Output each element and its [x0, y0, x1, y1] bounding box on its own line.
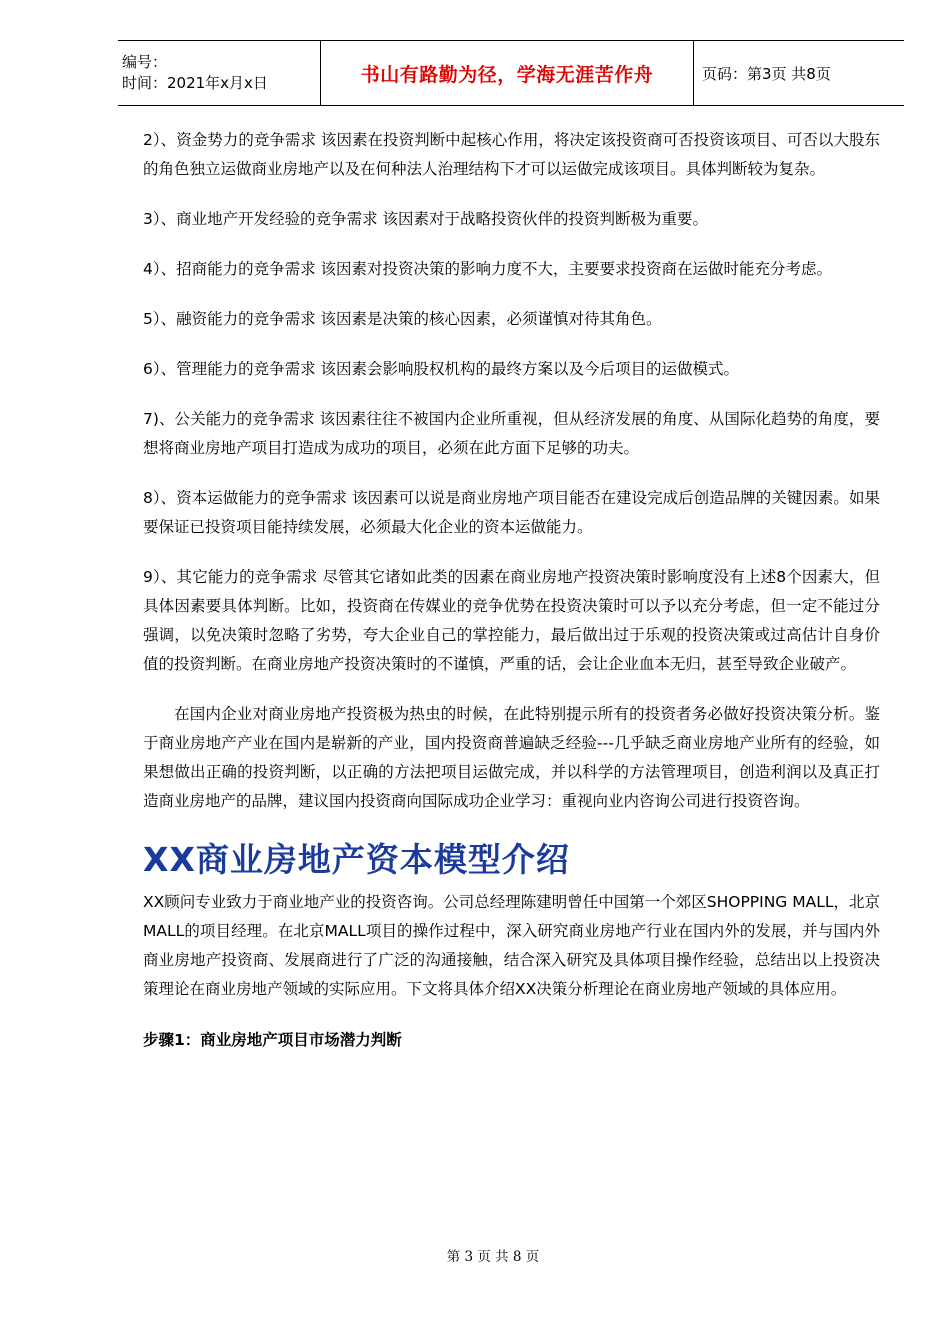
summary-paragraph: 在国内企业对商业房地产投资极为热虫的时候，在此特别提示所有的投资者务必做好投资决策分析。鉴于商业房地产产业在国内是崭新的产业，国内投资商普遍缺乏经验---几乎缺乏商业房地产业所有的经验，如果想做出正确的投资判断，以正确的方法把项目运做完成，并以科学的方法管理项目，创造利润以及真正打造商业房地产的品牌，建议国内投资商向国际成功企业学习：重视向业内咨询公司进行投资咨询。: [143, 705, 880, 810]
section-title: XX商业房地产资本模型介绍: [143, 840, 570, 879]
page-footer: 第 3 页 共 8 页: [446, 1249, 540, 1265]
factor-paragraph-7: 7)、公关能力的竞争需求 该因素往往不被国内企业所重视，但从经济发展的角度、从国际化趋势的角度，要想将商业房地产项目打造成为成功的项目，必须在此方面下足够的功夫。: [143, 410, 880, 457]
page-header: [118, 40, 904, 106]
factor-paragraph-9: 9）、其它能力的竞争需求 尽管其它诸如此类的因素在商业房地产投资决策时影响度没有上述8个因素大，但具体因素要具体判断。比如，投资商在传媒业的竞争优势在投资决策时可以予以充分考虑，但一定不能过分强调，以免决策时忽略了劣势，夸大企业自己的掌控能力，最后做出过于乐观的投资决策或过高估计自身价值的投资判断。在商业房地产投资决策时的不谨慎，严重的话，会让企业血本无归，甚至导致企业破产。: [143, 568, 880, 673]
factor-paragraph-5: 5）、融资能力的竞争需求 该因素是决策的核心因素，必须谨慎对待其角色。: [143, 310, 662, 328]
step-heading: 步骤1：商业房地产项目市场潜力判断: [143, 1031, 402, 1049]
factor-paragraph-8: 8）、资本运做能力的竞争需求 该因素可以说是商业房地产项目能否在建设完成后创造品牌的关键因素。如果要保证已投资项目能持续发展，必须最大化企业的资本运做能力。: [143, 489, 880, 536]
header-slogan: 书山有路勤为径，学海无涯苦作舟: [321, 41, 694, 106]
header-meta: [118, 41, 321, 106]
section-intro-paragraph: XX顾问专业致力于商业地产业的投资咨询。公司总经理陈建明曾任中国第一个郊区SHOPPING MALL，北京MALL的项目经理。在北京MALL项目的操作过程中，深入研究商业房地产行业在国内外的发展，并与国内外商业房地产投资商、发展商进行了广泛的沟通接触，结合深入研究及具体项目操作经验，总结出以上投资决策理论在商业房地产领域的实际应用。下文将具体介绍XX决策分析理论在商业房地产领域的具体应用。: [143, 893, 880, 998]
header-page-info: 页码：第3页 共8页: [694, 41, 905, 106]
factor-paragraph-3: 3）、商业地产开发经验的竞争需求 该因素对于战略投资伙伴的投资判断极为重要。: [143, 210, 709, 228]
document-body: [143, 126, 880, 1055]
factor-paragraph-2: 2）、资金势力的竞争需求 该因素在投资判断中起核心作用，将决定该投资商可否投资该项目、可否以大股东的角色独立运做商业房地产以及在何种法人治理结构下才可以运做完成该项目。具体判断较为复杂。: [143, 131, 880, 178]
factor-paragraph-4: 4）、招商能力的竞争需求 该因素对投资决策的影响力度不大，主要要求投资商在运做时能充分考虑。: [143, 260, 833, 278]
factor-paragraph-6: 6）、管理能力的竞争需求 该因素会影响股权机构的最终方案以及今后项目的运做模式。: [143, 360, 740, 378]
header-number: 编号：: [122, 53, 168, 71]
header-time: 时间：2021年x月x日: [122, 74, 268, 92]
